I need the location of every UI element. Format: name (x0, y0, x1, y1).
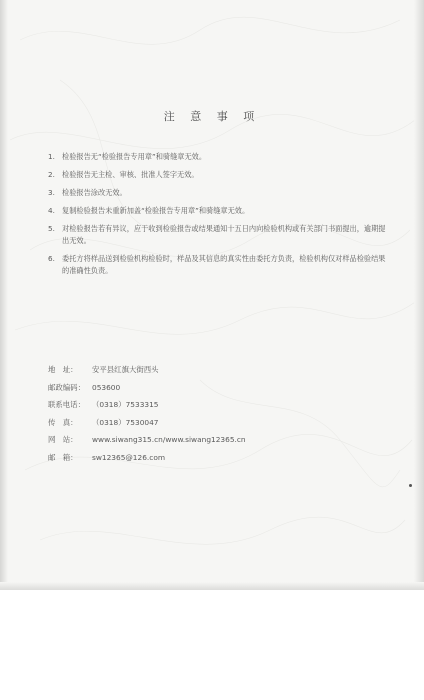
contact-value: sw12365@126.com (92, 452, 166, 462)
note-number: 4. (48, 206, 55, 215)
contact-fax (48, 417, 388, 429)
contact-value: www.siwang315.cn/www.siwang12365.cn (92, 435, 246, 444)
note-item (48, 169, 388, 181)
contact-label: 传 真： (48, 417, 78, 427)
note-item (48, 205, 388, 217)
contact-phone (48, 399, 388, 411)
contact-info (48, 364, 388, 469)
note-number: 5. (48, 224, 55, 233)
contact-value: （0318）7530047 (92, 417, 159, 427)
note-text: 检验报告无主检、审核、批准人签字无效。 (62, 170, 199, 179)
contact-label: 网 站： (48, 435, 78, 444)
notes-list (48, 151, 388, 283)
note-text: 复制检验报告未重新加盖“检验报告专用章”和骑缝章无效。 (62, 206, 250, 215)
note-text: 委托方将样品送到检验机构检验时，样品及其信息的真实性由委托方负责，检验机构仅对样品检验结果的准确性负责。 (62, 254, 386, 275)
contact-website (48, 434, 388, 446)
scan-bottom-edge (0, 582, 424, 590)
contact-value: 053600 (92, 382, 121, 392)
note-text: 检验报告无“检验报告专用章”和骑缝章无效。 (62, 152, 207, 161)
note-text: 对检验报告若有异议，应于收到检验报告或结果通知十五日内向检验机构或有关部门书面提出，逾期提出无效。 (62, 224, 386, 245)
note-number: 3. (48, 188, 55, 197)
contact-address (48, 364, 388, 376)
scan-right-edge (414, 0, 424, 590)
contact-postcode (48, 382, 388, 394)
contact-label: 联系电话： (48, 400, 85, 409)
note-item (48, 151, 388, 163)
contact-email (48, 452, 388, 464)
note-item (48, 253, 388, 277)
contact-label: 地 址： (48, 365, 78, 374)
contact-label: 邮政编码： (48, 382, 85, 392)
note-text: 检验报告涂改无效。 (62, 188, 127, 197)
contact-value: （0318）7533315 (92, 400, 159, 409)
page-title: 注 意 事 项 (163, 110, 261, 123)
note-number: 2. (48, 170, 55, 179)
note-item (48, 187, 388, 199)
contact-value: 安平县红旗大街西头 (92, 365, 159, 374)
scan-speck (409, 484, 412, 487)
note-number: 1. (48, 152, 55, 161)
scan-left-edge (0, 0, 8, 590)
note-number: 6. (48, 254, 55, 263)
contact-label: 邮 箱： (48, 452, 78, 462)
note-item (48, 223, 388, 247)
